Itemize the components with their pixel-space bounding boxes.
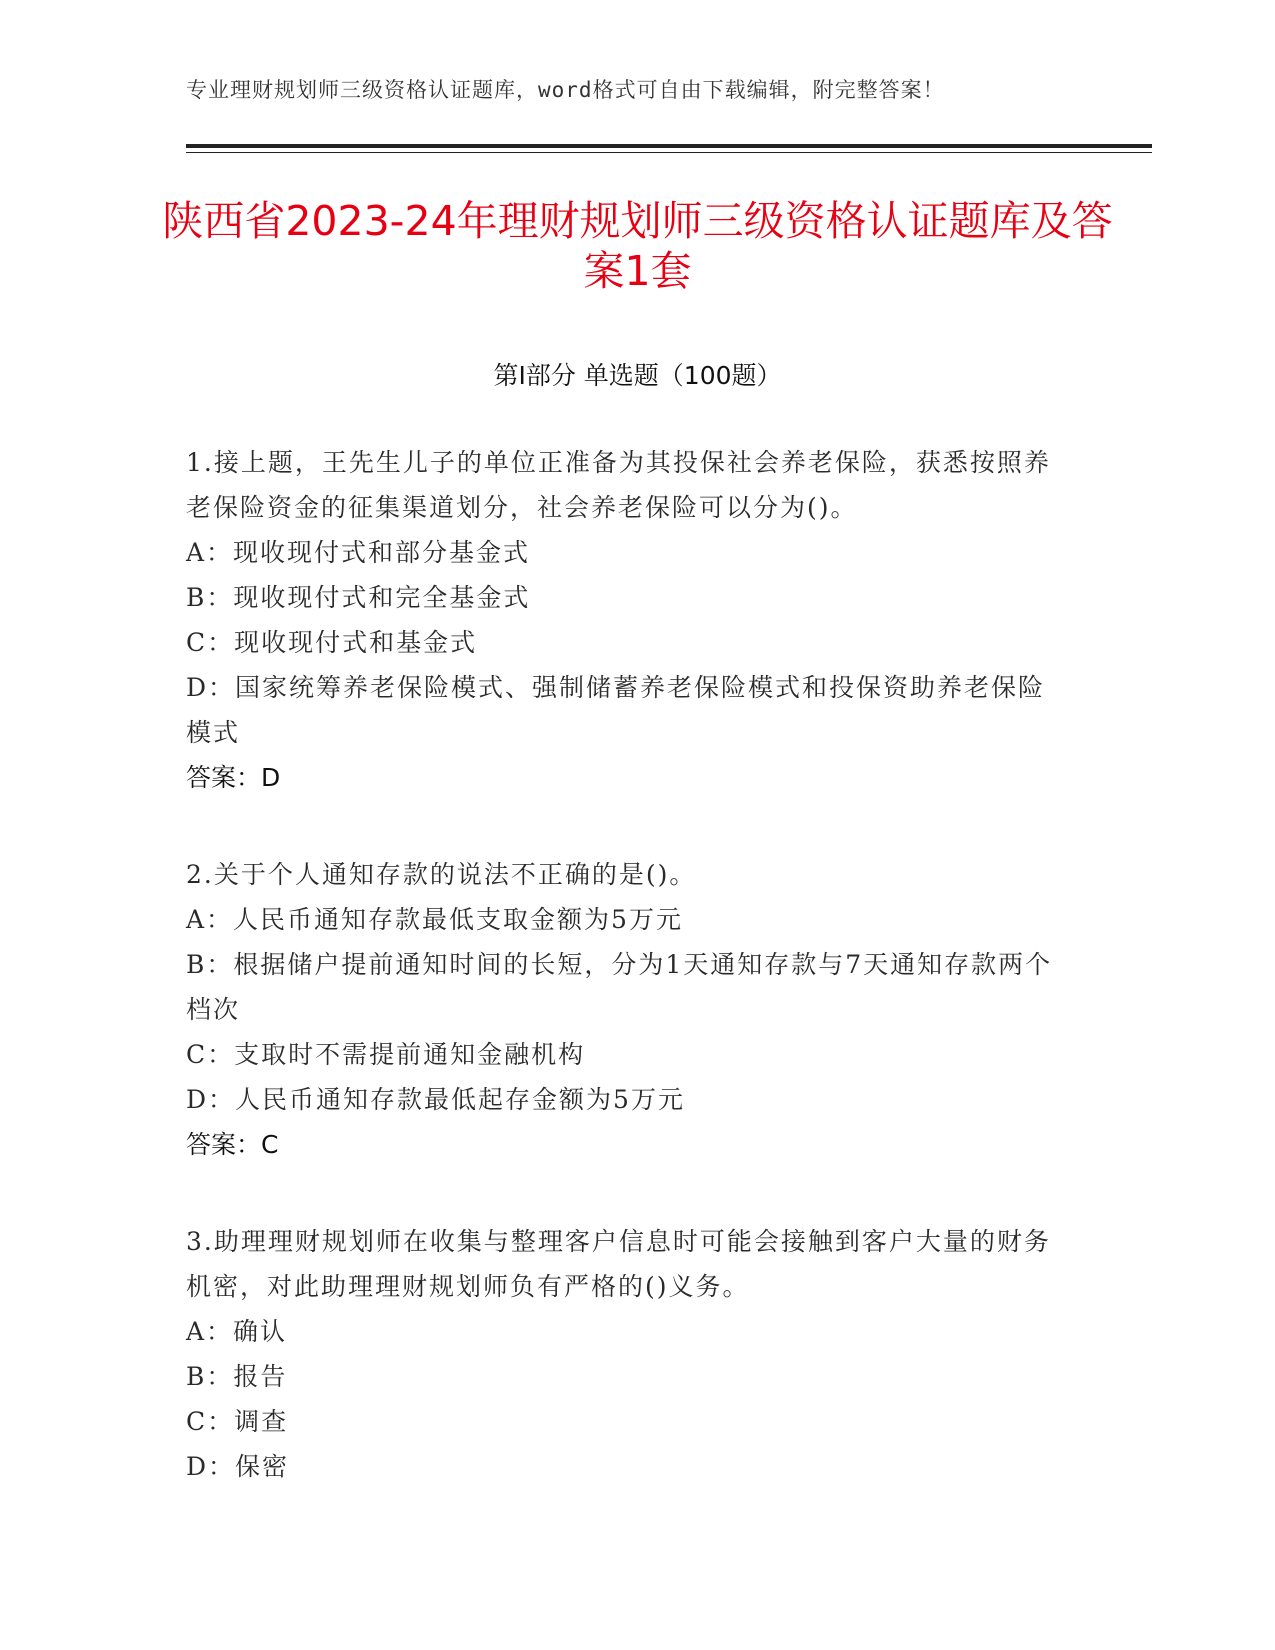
- answer: 答案：D: [186, 763, 281, 792]
- question-list: [186, 440, 1066, 1541]
- header-rule-thick: [186, 144, 1152, 148]
- option-c: C：调查: [186, 1407, 289, 1436]
- question-stem: 3.助理理财规划师在收集与整理客户信息时可能会接触到客户大量的财务机密，对此助理理财规划师负有严格的()义务。: [186, 1227, 1051, 1301]
- question-stem: 2.关于个人通知存款的说法不正确的是()。: [186, 860, 697, 889]
- answer: 答案：C: [186, 1130, 279, 1159]
- option-a: A：人民币通知存款最低支取金额为5万元: [186, 905, 683, 934]
- header-rule-thin: [186, 152, 1152, 153]
- option-d: D：国家统筹养老保险模式、强制储蓄养老保险模式和投保资助养老保险模式: [186, 673, 1046, 747]
- question-2: [186, 852, 1066, 1167]
- option-b: B：报告: [186, 1362, 288, 1391]
- section-title: 第I部分 单选题（100题）: [493, 361, 782, 390]
- header-note: 专业理财规划师三级资格认证题库，word格式可自由下载编辑，附完整答案！: [186, 78, 945, 102]
- option-c: C：现收现付式和基金式: [186, 628, 478, 657]
- question-1: [186, 440, 1066, 800]
- option-b: B：现收现付式和完全基金式: [186, 583, 531, 612]
- option-b: B：根据储户提前通知时间的长短，分为1天通知存款与7天通知存款两个档次: [186, 950, 1053, 1024]
- question-stem: 1.接上题，王先生儿子的单位正准备为其投保社会养老保险，获悉按照养老保险资金的征集渠道划分，社会养老保险可以分为()。: [186, 448, 1051, 522]
- option-d: D：人民币通知存款最低起存金额为5万元: [186, 1085, 685, 1114]
- option-a: A：现收现付式和部分基金式: [186, 538, 531, 567]
- question-3: [186, 1219, 1066, 1489]
- option-c: C：支取时不需提前通知金融机构: [186, 1040, 586, 1069]
- document-title: 陕西省2023-24年理财规划师三级资格认证题库及答案1套: [162, 197, 1113, 295]
- option-d: D：保密: [186, 1452, 290, 1481]
- option-a: A：确认: [186, 1317, 288, 1346]
